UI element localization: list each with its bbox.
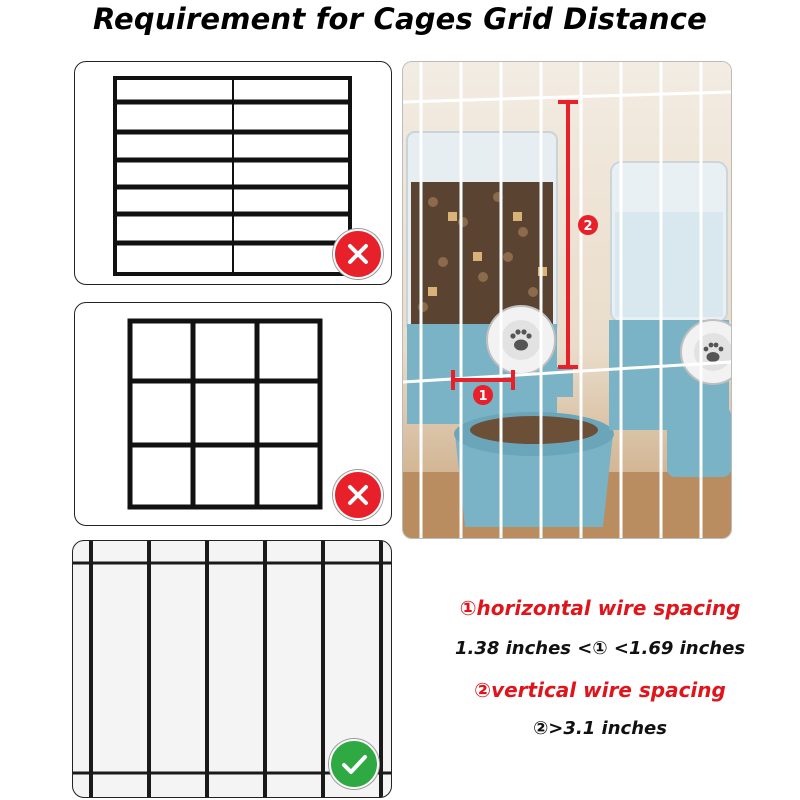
marker-2-label: 2 — [583, 219, 593, 234]
x-icon — [333, 470, 383, 520]
marker-1-label: 1 — [478, 389, 488, 404]
feeder-illustration — [403, 62, 731, 538]
feeder-photo — [402, 61, 732, 539]
panel-square-grid — [74, 302, 392, 526]
panel-horizontal-bars — [74, 61, 392, 285]
vertical-spacing-range: ②>3.1 inches — [533, 718, 667, 739]
vertical-spacing-label: ②vertical wire spacing — [474, 678, 726, 702]
page-title: Requirement for Cages Grid Distance — [92, 2, 708, 36]
horizontal-spacing-range: 1.38 inches <① <1.69 inches — [454, 638, 746, 659]
panel-vertical-bars — [72, 540, 392, 798]
check-icon — [329, 739, 379, 789]
horizontal-spacing-label: ①horizontal wire spacing — [459, 596, 741, 620]
x-icon — [333, 229, 383, 279]
